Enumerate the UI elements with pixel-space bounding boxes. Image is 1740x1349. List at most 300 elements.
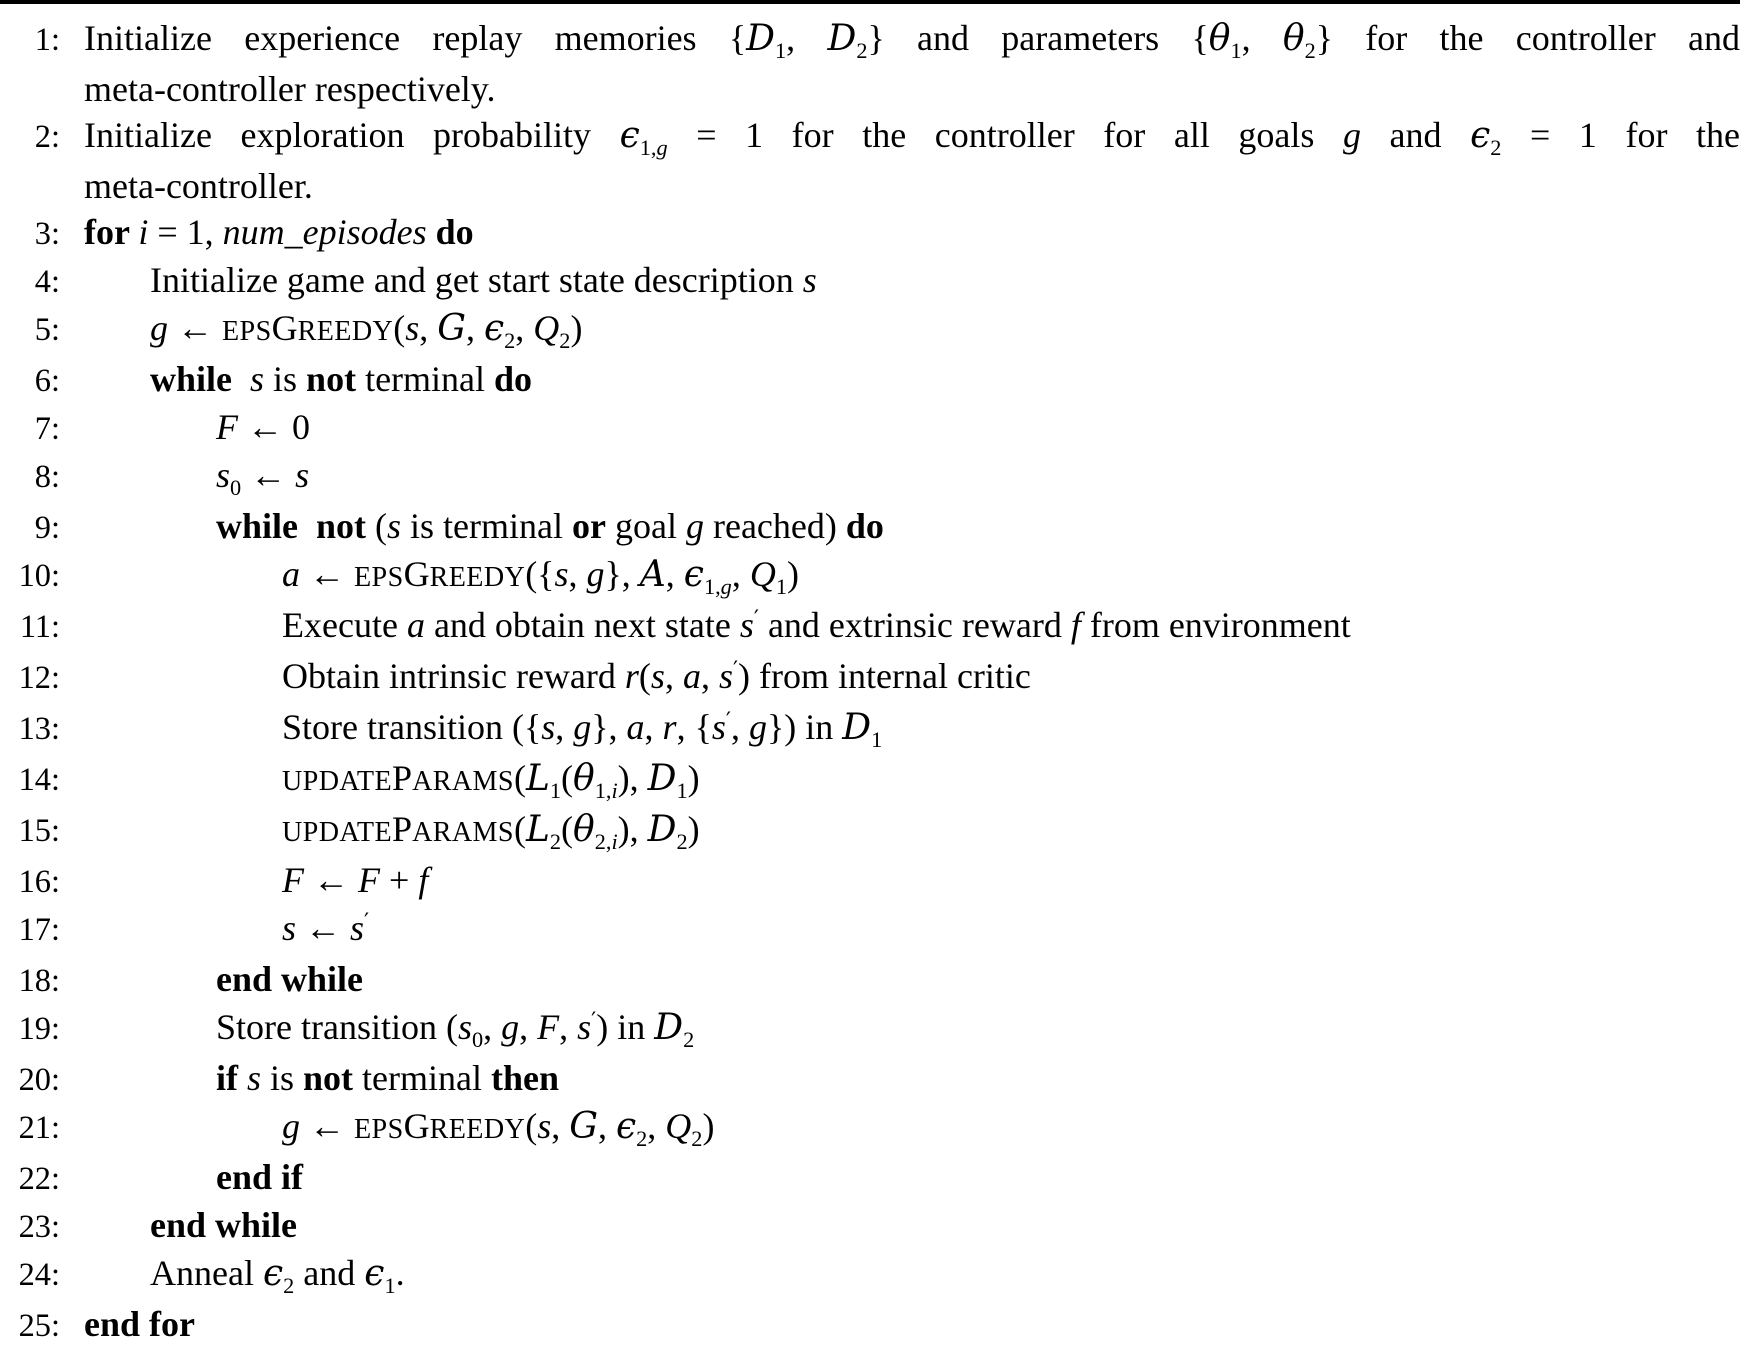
algo-line-8 (0, 452, 1740, 503)
text-segment: Initialize exploration probability (84, 115, 620, 155)
line-number: 6: (34, 363, 60, 399)
text-segment: 1 (871, 726, 883, 752)
text-segment: ( (525, 1106, 538, 1146)
line-content (84, 15, 1740, 112)
algo-line-23 (0, 1202, 1740, 1250)
algo-row (282, 857, 1740, 903)
text-segment: ← 0 (238, 407, 310, 447)
algo-row (150, 1250, 1740, 1301)
text-segment: while (216, 506, 299, 546)
text-segment: 0 (471, 1026, 484, 1052)
text-segment: r (662, 707, 677, 747)
text-segment: and obtain next state (424, 605, 740, 645)
line-content (282, 551, 1740, 602)
text-segment: θ (1208, 18, 1231, 59)
text-segment: i (611, 777, 618, 803)
text-segment: 1 (775, 37, 787, 63)
text-segment: meta-controller respectively. (84, 69, 496, 109)
text-segment: s (711, 707, 726, 747)
text-segment: do (435, 212, 474, 252)
line-number: 22: (18, 1161, 60, 1197)
algo-line-9 (0, 503, 1740, 551)
text-segment: Store transition ({ (282, 707, 542, 747)
line-number: 19: (18, 1011, 60, 1047)
text-segment: not (316, 506, 367, 546)
text-segment: , (419, 308, 438, 348)
text-segment: , (647, 1106, 666, 1146)
text-segment: Execute (282, 605, 407, 645)
text-segment: ′ (725, 707, 731, 734)
text-segment: L (525, 758, 550, 799)
text-segment: Initialize experience replay memories { (84, 18, 747, 58)
text-segment: + (380, 860, 419, 900)
text-segment: ({ (525, 554, 555, 594)
text-segment: } for the controller and (1315, 18, 1740, 58)
algo-line-4 (0, 257, 1740, 305)
text-segment: is (261, 1058, 304, 1098)
text-segment: θ (1282, 18, 1305, 59)
text-segment: , (568, 554, 587, 594)
text-segment: do (845, 506, 884, 546)
text-segment (232, 359, 250, 399)
text-segment: s (250, 359, 265, 399)
algo-line-2 (0, 112, 1740, 209)
line-number: 20: (18, 1062, 60, 1098)
text-segment: F (358, 860, 380, 900)
text-segment: ϵ (683, 554, 704, 595)
algo-row (150, 305, 1740, 356)
text-segment (298, 506, 316, 546)
text-segment: , (515, 308, 534, 348)
text-segment: ( (393, 308, 406, 348)
line-number: 21: (18, 1110, 60, 1146)
text-segment: D (647, 809, 677, 850)
text-segment: , (597, 1106, 616, 1146)
line-number: 1: (34, 22, 60, 58)
algo-line-17 (0, 905, 1740, 956)
text-segment: ′ (753, 605, 759, 632)
text-segment: θ (573, 809, 595, 850)
line-number: 11: (19, 609, 60, 645)
algo-line-7 (0, 404, 1740, 452)
text-segment: }) in (766, 707, 843, 747)
text-segment: s (554, 554, 569, 594)
text-segment: meta-controller. (84, 166, 313, 206)
text-segment: ( (366, 506, 388, 546)
algo-row (150, 1202, 1740, 1248)
text-segment: D (827, 18, 857, 59)
algo-row (216, 404, 1740, 450)
algo-line-14 (0, 755, 1740, 806)
text-segment: and (1360, 115, 1471, 155)
line-content (150, 1250, 1740, 1301)
text-segment: } and parameters { (867, 18, 1209, 58)
text-segment: , { (676, 707, 712, 747)
line-number: 9: (34, 510, 60, 546)
text-segment: 2 (1490, 134, 1502, 160)
text-segment: ← (300, 554, 354, 594)
text-segment: ( (561, 758, 574, 798)
line-content (216, 404, 1740, 450)
text-segment: UPDATE (282, 817, 393, 848)
text-segment: s (216, 455, 231, 495)
line-content (150, 257, 1740, 303)
line-content (84, 1301, 1740, 1347)
text-segment: and extrinsic reward (758, 605, 1071, 645)
text-segment: g (748, 707, 767, 747)
text-segment: r (624, 656, 639, 696)
line-content (282, 806, 1740, 857)
text-segment: G (437, 308, 466, 349)
algo-row (282, 602, 1740, 653)
text-segment: num_episodes (222, 212, 427, 252)
text-segment: not (306, 359, 357, 399)
text-segment: ) (570, 308, 583, 348)
algo-row (216, 1004, 1740, 1055)
text-segment: end while (216, 959, 364, 999)
text-segment: is terminal (401, 506, 573, 546)
text-segment: g (501, 1007, 520, 1047)
algo-row (282, 551, 1740, 602)
text-segment: 2 (856, 37, 868, 63)
text-segment: ( (638, 656, 651, 696)
algo-line-3 (0, 209, 1740, 257)
text-segment: g (586, 554, 605, 594)
line-content (216, 956, 1740, 1002)
text-segment: 2 (559, 327, 571, 353)
line-content (282, 704, 1740, 755)
text-segment: G (403, 1106, 430, 1146)
line-number: 17: (18, 912, 60, 948)
text-segment: EPS (222, 316, 272, 347)
text-segment: then (491, 1058, 560, 1098)
text-segment: s (247, 1058, 262, 1098)
text-segment: F (537, 1007, 560, 1047)
text-segment: for (84, 212, 139, 252)
line-content (282, 905, 1740, 956)
text-segment: ← (296, 908, 351, 948)
line-content (216, 503, 1740, 549)
text-segment: , (731, 554, 750, 594)
text-segment: a (682, 656, 701, 696)
algo-line-25 (0, 1301, 1740, 1349)
algo-row (84, 163, 1740, 209)
text-segment: g (656, 134, 668, 160)
line-number: 12: (18, 660, 60, 696)
text-segment: , (644, 707, 663, 747)
line-content (150, 305, 1740, 356)
algorithm-top-rule (0, 0, 1740, 4)
text-segment: s (350, 908, 365, 948)
text-segment: ′ (364, 908, 370, 935)
text-segment: D (842, 707, 872, 748)
text-segment: 2 (691, 1125, 703, 1151)
line-number: 16: (18, 864, 60, 900)
line-number: 2: (34, 119, 60, 155)
text-segment: , (551, 1106, 570, 1146)
text-segment: s (650, 656, 665, 696)
text-segment: , (700, 656, 719, 696)
algo-line-6 (0, 356, 1740, 404)
algo-line-18 (0, 956, 1740, 1004)
algo-line-22 (0, 1154, 1740, 1202)
text-segment: ′ (591, 1007, 597, 1034)
text-segment: while (150, 359, 233, 399)
algo-line-24 (0, 1250, 1740, 1301)
text-segment: f (418, 860, 429, 900)
text-segment: f (1070, 605, 1081, 645)
text-segment: ) (786, 554, 799, 594)
text-segment: , (664, 656, 683, 696)
text-segment: , (519, 1007, 538, 1047)
algo-row (282, 905, 1740, 956)
line-content (216, 452, 1740, 503)
text-segment: ← (168, 308, 222, 348)
algo-line-15 (0, 806, 1740, 857)
text-segment: UPDATE (282, 766, 393, 797)
line-number: 24: (18, 1257, 60, 1293)
line-content (216, 1004, 1740, 1055)
text-segment: s (457, 1007, 472, 1047)
text-segment: end while (150, 1205, 298, 1245)
algorithm-pseudocode (0, 15, 1740, 1349)
text-segment: ← (241, 455, 296, 495)
text-segment: , (555, 707, 574, 747)
text-segment: θ (573, 758, 595, 799)
text-segment: ) from internal critic (738, 656, 1031, 696)
text-segment: ( (561, 809, 574, 849)
algo-row (84, 15, 1740, 66)
text-segment: ) in (596, 1007, 655, 1047)
algo-row (216, 1055, 1740, 1101)
text-segment: D (746, 18, 775, 59)
text-segment: REEDY (429, 562, 526, 593)
text-segment: g (150, 308, 168, 348)
line-number: 18: (18, 963, 60, 999)
text-segment: , (786, 18, 828, 58)
text-segment: D (654, 1007, 684, 1048)
line-content (84, 112, 1740, 209)
text-segment: is (264, 359, 307, 399)
text-segment: , (559, 1007, 578, 1047)
text-segment: 2 (683, 1026, 695, 1052)
text-segment: 2 (283, 1272, 295, 1298)
algo-line-10 (0, 551, 1740, 602)
text-segment: Q (533, 308, 560, 348)
text-segment: Q (665, 1106, 692, 1146)
text-segment: , (483, 1007, 502, 1047)
line-content (282, 653, 1740, 704)
text-segment: , (465, 308, 484, 348)
text-segment: 0 (230, 474, 242, 500)
text-segment: G (271, 308, 298, 348)
text-segment: , (730, 707, 749, 747)
algo-line-19 (0, 1004, 1740, 1055)
line-number: 3: (34, 216, 60, 252)
text-segment: Anneal (150, 1253, 263, 1293)
text-segment: 1 (549, 777, 562, 803)
text-segment: ϵ (619, 115, 640, 156)
text-segment: ) (687, 758, 700, 798)
text-segment: ) (687, 809, 700, 849)
text-segment: s (739, 605, 754, 645)
line-number: 10: (18, 558, 60, 594)
line-number: 13: (18, 711, 60, 747)
line-number: 14: (18, 762, 60, 798)
text-segment: ) (702, 1106, 715, 1146)
algo-row (84, 209, 1740, 255)
text-segment: = 1 for the controller for all goals (667, 115, 1343, 155)
text-segment: EPS (354, 1114, 404, 1145)
algo-line-5 (0, 305, 1740, 356)
line-content (216, 1055, 1740, 1101)
text-segment: not (303, 1058, 354, 1098)
text-segment: 2 (504, 327, 516, 353)
text-segment: . (395, 1253, 405, 1293)
text-segment: P (392, 758, 413, 798)
text-segment: s (405, 308, 420, 348)
text-segment: L (525, 809, 550, 850)
algo-row (282, 653, 1740, 704)
line-content (150, 1202, 1740, 1248)
text-segment: s (537, 1106, 552, 1146)
algo-row (282, 1103, 1740, 1154)
text-segment: = 1, (148, 212, 223, 252)
text-segment: from environment (1080, 605, 1351, 645)
text-segment: = 1 for the (1501, 115, 1740, 155)
text-segment: and (294, 1253, 365, 1293)
text-segment: end for (84, 1304, 195, 1344)
text-segment: ϵ (1470, 115, 1491, 156)
text-segment: g (282, 1106, 300, 1146)
text-segment: i (138, 212, 149, 252)
text-segment: terminal (353, 1058, 491, 1098)
text-segment: ϵ (615, 1106, 637, 1147)
algo-row (84, 66, 1740, 112)
line-number: 23: (18, 1209, 60, 1245)
line-number: 5: (34, 312, 60, 348)
text-segment: 1 (676, 777, 688, 803)
text-segment: s (387, 506, 402, 546)
text-segment: if (216, 1058, 247, 1098)
algo-line-13 (0, 704, 1740, 755)
text-segment: D (647, 758, 677, 799)
text-segment: ϵ (364, 1253, 385, 1294)
text-segment: 2, (594, 828, 612, 854)
line-content (282, 602, 1740, 653)
text-segment: s (802, 260, 817, 300)
algo-row (282, 806, 1740, 857)
text-segment: Obtain intrinsic reward (282, 656, 625, 696)
algo-row (84, 1301, 1740, 1347)
text-segment: a (626, 707, 645, 747)
text-segment: Q (749, 554, 776, 594)
text-segment: G (569, 1106, 598, 1147)
text-segment: ← (300, 1106, 354, 1146)
line-content (84, 209, 1740, 255)
algo-row (216, 452, 1740, 503)
line-number: 7: (34, 411, 60, 447)
text-segment: end if (216, 1157, 304, 1197)
text-segment: reached) (703, 506, 846, 546)
line-content (282, 857, 1740, 903)
text-segment: s (577, 1007, 592, 1047)
text-segment: ′ (732, 656, 739, 683)
algo-line-11 (0, 602, 1740, 653)
text-segment: s (282, 908, 297, 948)
text-segment: ϵ (262, 1253, 284, 1294)
text-segment: Store transition ( (216, 1007, 458, 1047)
algo-row (150, 257, 1740, 303)
text-segment: s (718, 656, 733, 696)
text-segment: a (282, 554, 300, 594)
text-segment: s (295, 455, 310, 495)
text-segment: 1, (703, 573, 721, 599)
text-segment: ϵ (483, 308, 505, 349)
text-segment: goal (606, 506, 686, 546)
text-segment: s (541, 707, 556, 747)
algo-row (216, 956, 1740, 1002)
text-segment: EPS (354, 562, 404, 593)
text-segment (427, 212, 436, 252)
algo-line-21 (0, 1103, 1740, 1154)
text-segment: ), (617, 758, 648, 798)
text-segment: 1 (384, 1272, 396, 1298)
text-segment: 2 (636, 1125, 648, 1151)
text-segment: , (665, 554, 684, 594)
text-segment: REEDY (429, 1114, 526, 1145)
text-segment: g (573, 707, 592, 747)
text-segment: 1, (639, 134, 657, 160)
text-segment: P (392, 809, 413, 849)
algo-line-20 (0, 1055, 1740, 1103)
line-content (282, 755, 1740, 806)
text-segment: ← (304, 860, 358, 900)
text-segment: G (403, 554, 430, 594)
algo-row (216, 1154, 1740, 1200)
text-segment: 1, (594, 777, 612, 803)
line-number: 25: (18, 1308, 60, 1344)
line-number: 4: (34, 264, 60, 300)
algo-row (282, 704, 1740, 755)
text-segment: a (406, 605, 425, 645)
algo-row (150, 356, 1740, 402)
text-segment: i (611, 828, 618, 854)
text-segment: 2 (676, 828, 688, 854)
text-segment: REEDY (297, 316, 394, 347)
text-segment: or (572, 506, 606, 546)
text-segment: ), (617, 809, 648, 849)
text-segment: Initialize game and get start state description (150, 260, 803, 300)
text-segment: , (1241, 18, 1283, 58)
algo-line-1 (0, 15, 1740, 112)
text-segment: 2 (549, 828, 562, 854)
algo-line-12 (0, 653, 1740, 704)
algo-row (282, 755, 1740, 806)
text-segment: g (720, 573, 732, 599)
text-segment: F (282, 860, 304, 900)
text-segment: g (1342, 115, 1361, 155)
text-segment: F (216, 407, 238, 447)
line-number: 8: (34, 459, 60, 495)
text-segment: ( (513, 809, 526, 849)
line-content (282, 1103, 1740, 1154)
line-content (216, 1154, 1740, 1200)
text-segment: do (494, 359, 533, 399)
text-segment: ARAMS (412, 766, 514, 797)
text-segment: }, (591, 707, 627, 747)
text-segment: 1 (775, 573, 787, 599)
